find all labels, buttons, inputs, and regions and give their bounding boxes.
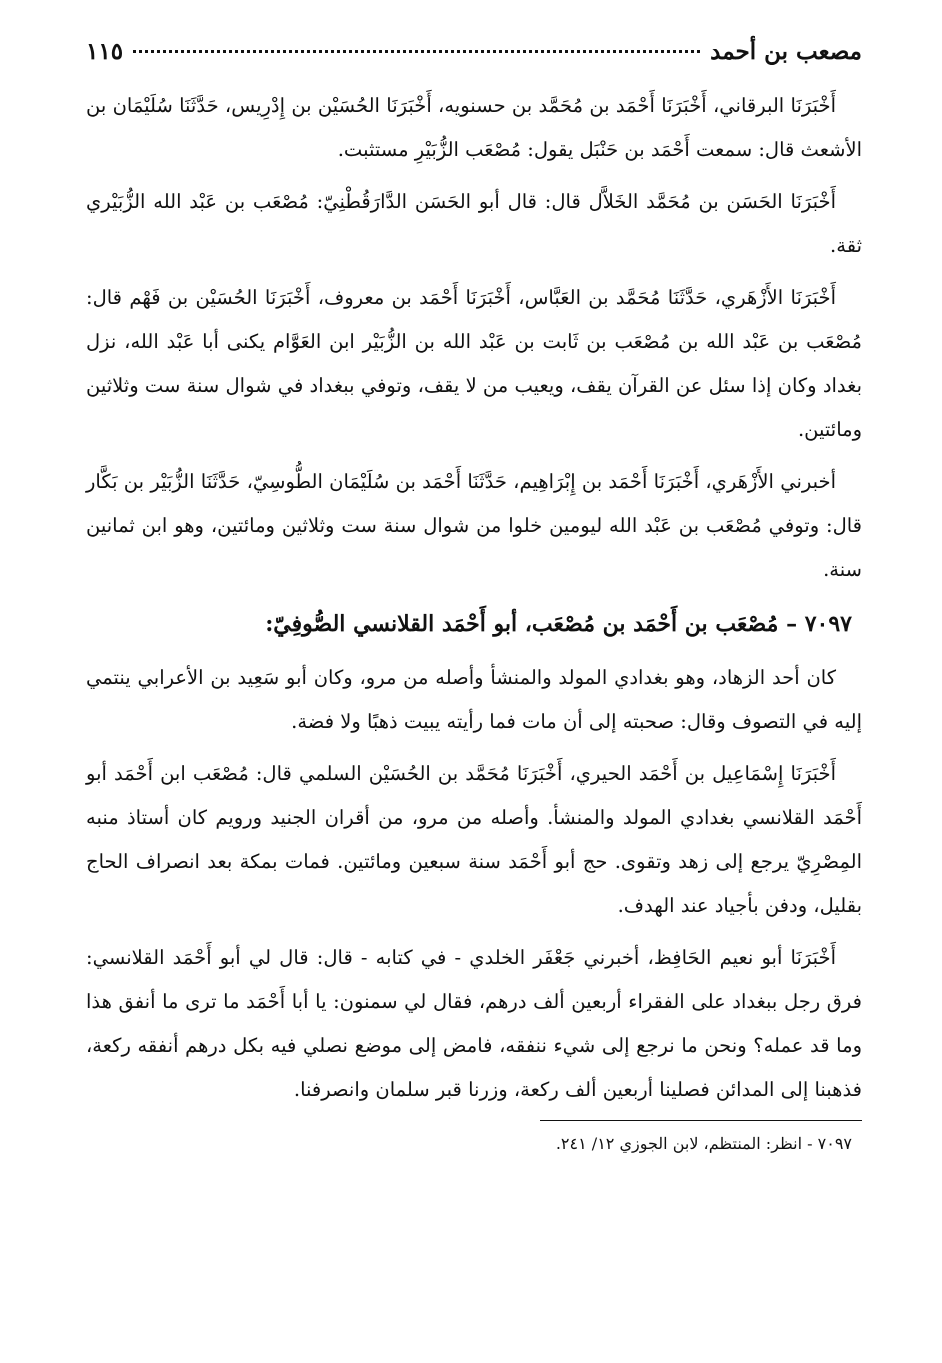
entry-paragraph-2: أَخْبَرَنَا إِسْمَاعِيل بن أَحْمَد الحيري، أَخْبَرَنَا مُحَمَّد بن الحُسَيْن السلمي قال: مُصْعَب ابن أَحْمَد أبو أَحْمَد القلانسي بغدادي المولد والمنشأ. وأصله من مرو، من أقران الجنيد ورويم كان أستاذ منبه المِصْرِيّ يرجع إلى زهد وتقوى. حج أبو أَحْمَد سنة سبعين ومائتين. فمات بمكة بعد انصراف الحاج بقليل، ودفن بأجياد عند الهدف. [86,762,862,917]
entry-paragraph-3: أَخْبَرَنَا أبو نعيم الحَافِظ، أخبرني جَعْفَر الخلدي - في كتابه - قال: قال لي أبو أَحْمَد القلانسي: فرق رجل ببغداد على الفقراء أربعين ألف درهم، فقال لي سمنون: يا أبا أَحْمَد ما ترى ما أنفق هذا وما قد عمله؟ ونحن ما نرجع إلى شيء ننفقه، فامض إلى موضع نصلي فيه بكل درهم أنفقه ركعة، فذهبنا إلى المدائن فصلينا أربعين ألف ركعة، وزرنا قبر سلمان وانصرفنا. [86,946,862,1101]
footnote: ٧٠٩٧ - انظر: المنتظم، لابن الجوزي ١٢/ ٢٤١. [555,1134,852,1153]
header-dot-leader [133,50,700,53]
footnote-separator [540,1120,862,1121]
page-number: ١١٥ [86,38,124,65]
page-header [86,38,862,78]
paragraph-3: أَخْبَرَنَا الأَزْهَري، حَدَّثَنَا مُحَمَّد بن العَبَّاس، أَخْبَرَنَا أَحْمَد بن معروف، أَخْبَرَنَا الحُسَيْن بن فَهْم قال: مُصْعَب بن عَبْد الله بن مُصْعَب بن ثَابت بن عَبْد الله بن الزُّبَيْر ابن العَوَّام يكنى أبا عَبْد الله، نزل بغداد وكان إذا سئل عن القرآن يقف، ويعيب من لا يقف، وتوفي ببغداد في شوال سنة ست وثلاثين ومائتين. [86,286,862,441]
paragraph-1: أَخْبَرَنَا البرقاني، أَخْبَرَنَا أَحْمَد بن مُحَمَّد بن حسنويه، أَخْبَرَنَا الحُسَيْن بن إِدْرِيس، حَدَّثَنَا سُلَيْمَان بن الأشعث قال: سمعت أَحْمَد بن حَنْبَل يقول: مُصْعَب الزُّبَيْرِ مستثبت. [86,94,862,161]
entry-title: ٧٠٩٧ – مُصْعَب بن أَحْمَد بن مُصْعَب، أبو أَحْمَد القلانسي الصُّوفِيّ: [265,611,852,637]
running-title: مصعب بن أحمد [710,38,862,65]
entry-paragraph-1: كان أحد الزهاد، وهو بغدادي المولد والمنشأ وأصله من مرو، وكان أبو سَعِيد بن الأعرابي ينتمي إليه في التصوف وقال: صحبته إلى أن مات فما رأيته يبيت ذهبًا ولا فضة. [86,666,862,733]
paragraph-2: أَخْبَرَنَا الحَسَن بن مُحَمَّد الخَلاَّل قال: قال أبو الحَسَن الدَّارَقُطْنِيّ: مُصْعَب بن عَبْد الله الزُّبَيْري ثقة. [86,190,862,257]
paragraph-4: أخبرني الأَزْهَري، أَخْبَرَنَا أَحْمَد بن إِبْرَاهِيم، حَدَّثَنَا أَحْمَد بن سُلَيْمَان الطُّوسِيّ، حَدَّثَنَا الزُّبَيْر بن بَكَّار قال: وتوفي مُصْعَب بن عَبْد الله ليومين خلوا من شوال سنة ست وثلاثين ومائتين، وهو ابن ثمانين سنة. [86,470,862,581]
